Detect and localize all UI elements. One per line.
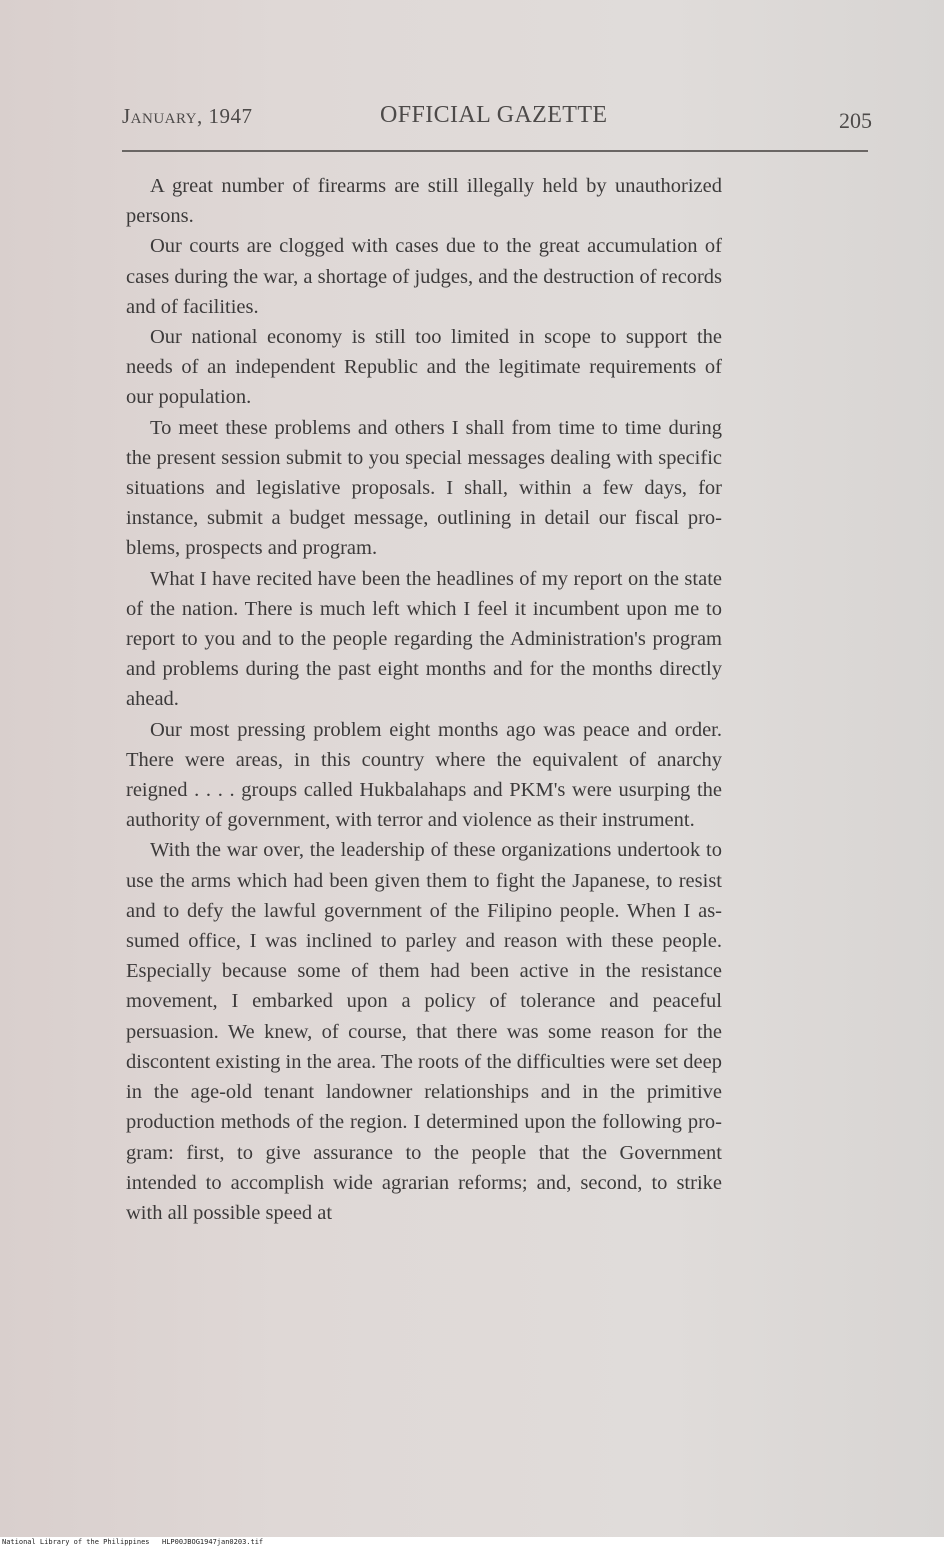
scan-footer	[0, 1537, 944, 1547]
header-date: January, 1947	[122, 104, 253, 128]
scan-filename: HLP00JBOG1947jan0203.tif	[162, 1538, 264, 1546]
header-rule	[122, 150, 868, 152]
body-text	[126, 171, 722, 1228]
paragraph: With the war over, the leadership of these organizations undertook to use the arms which had been given them to fight the Japanese, to resist and to defy the lawful government of the Filipino people. When I assumed office, I was inclined to parley and reason with these people. Especially because some of them had been active in the resistance movement, I embarked upon a policy of tolerance and peaceful persuasion. We knew, of course, that there was some reason for the discontent existing in the area. The roots of the difficulties were set deep in the age-old tenant landowner relationships and in the primitive production methods of the region. I determined upon the following program: first, to give assurance to the people that the Government intended to accomplish wide agrarian reforms; and, second, to strike with all possible speed at	[126, 839, 722, 1224]
paragraph: To meet these problems and others I shall from time to time during the present session submit to you special messages dealing with specific situations and legislative proposals. I shall, within a few days, for instance, submit a budget message, outlining in detail our fiscal problems, prospects and program.	[126, 416, 722, 560]
page-number: 205	[839, 108, 872, 133]
library-credit: National Library of the Philippines	[2, 1538, 150, 1546]
paragraph: Our courts are clogged with cases due to the great accumulation of cases during the war, a shortage of judges, and the destruction of records and of facilities.	[126, 235, 722, 318]
paragraph: A great number of firearms are still illegally held by unauthorized persons.	[126, 175, 722, 228]
paragraph: Our national economy is still too limited in scope to support the needs of an independent Republic and the legitimate requirements of our population.	[126, 326, 722, 409]
publication-title: OFFICIAL GAZETTE	[380, 102, 608, 128]
running-head	[122, 104, 872, 138]
paragraph: What I have recited have been the headlines of my report on the state of the nation. There is much left which I feel it incumbent upon me to report to you and to the people regarding the Administration's program and problems during the past eight months and for the months directly ahead.	[126, 567, 722, 711]
paragraph: Our most pressing problem eight months ago was peace and order. There were areas, in this country where the equivalent of anarchy reigned . . . . groups called Hukbalahaps and PKM's were usurping the authority of government, with terror and violence as their instrument.	[126, 718, 722, 832]
